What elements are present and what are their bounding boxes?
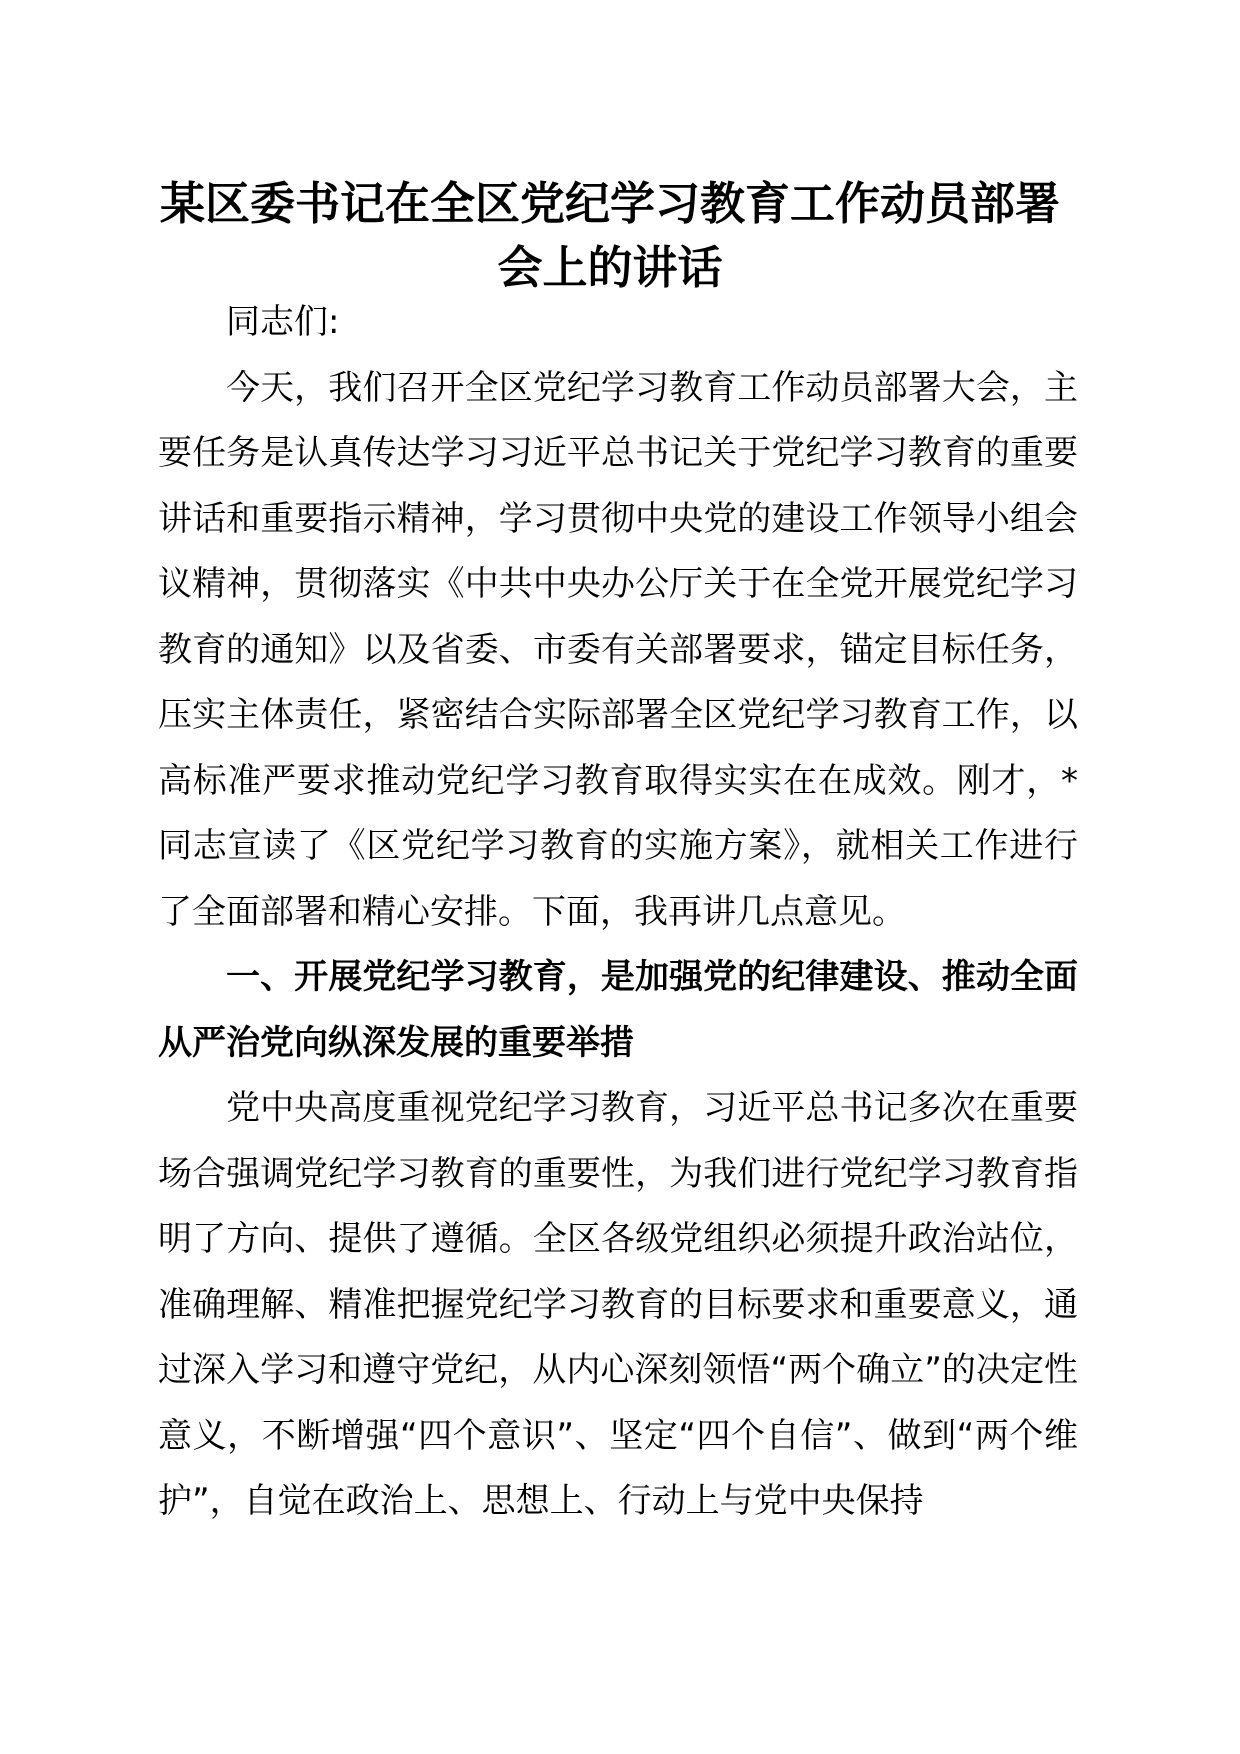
body-paragraph: 今天，我们召开全区党纪学习教育工作动员部署大会，主要任务是认真传达学习习近平总书记关于党纪学习教育的重要讲话和重要指示精神，学习贯彻中央党的建设工作领导小组会议精神，贯彻落实《中共中央办公厅关于在全党开展党纪学习教育的通知》以及省委、市委有关部署要求，锚定目标任务，压实主体责任，紧密结合实际部署全区党纪学习教育工作，以高标准严要求推动党纪学习教育取得实实在在成效。刚才，*同志宣读了《区党纪学习教育的实施方案》，就相关工作进行了全面部署和精心安排。下面，我再讲几点意见。 — [158, 367, 1078, 932]
document-body — [158, 290, 1078, 1535]
document-title: 某区委书记在全区党纪学习教育工作动员部署会上的讲话 — [159, 177, 1060, 294]
salutation: 同志们: — [226, 302, 340, 342]
body-paragraph: 党中央高度重视党纪学习教育，习近平总书记多次在重要场合强调党纪学习教育的重要性，为我们进行党纪学习教育指明了方向、提供了遵循。全区各级党组织必须提升政治站位，准确理解、精准把握党纪学习教育的目标要求和重要意义，通过深入学习和遵守党纪，从内心深刻领悟“两个确立”的决定性意义，不断增强“四个意识”、坚定“四个自信”、做到“两个维护”，自觉在政治上、思想上、行动上与党中央保持 — [158, 1088, 1078, 1521]
section-heading: 一、开展党纪学习教育，是加强党的纪律建设、推动全面从严治党向纵深发展的重要举措 — [158, 957, 1078, 1063]
